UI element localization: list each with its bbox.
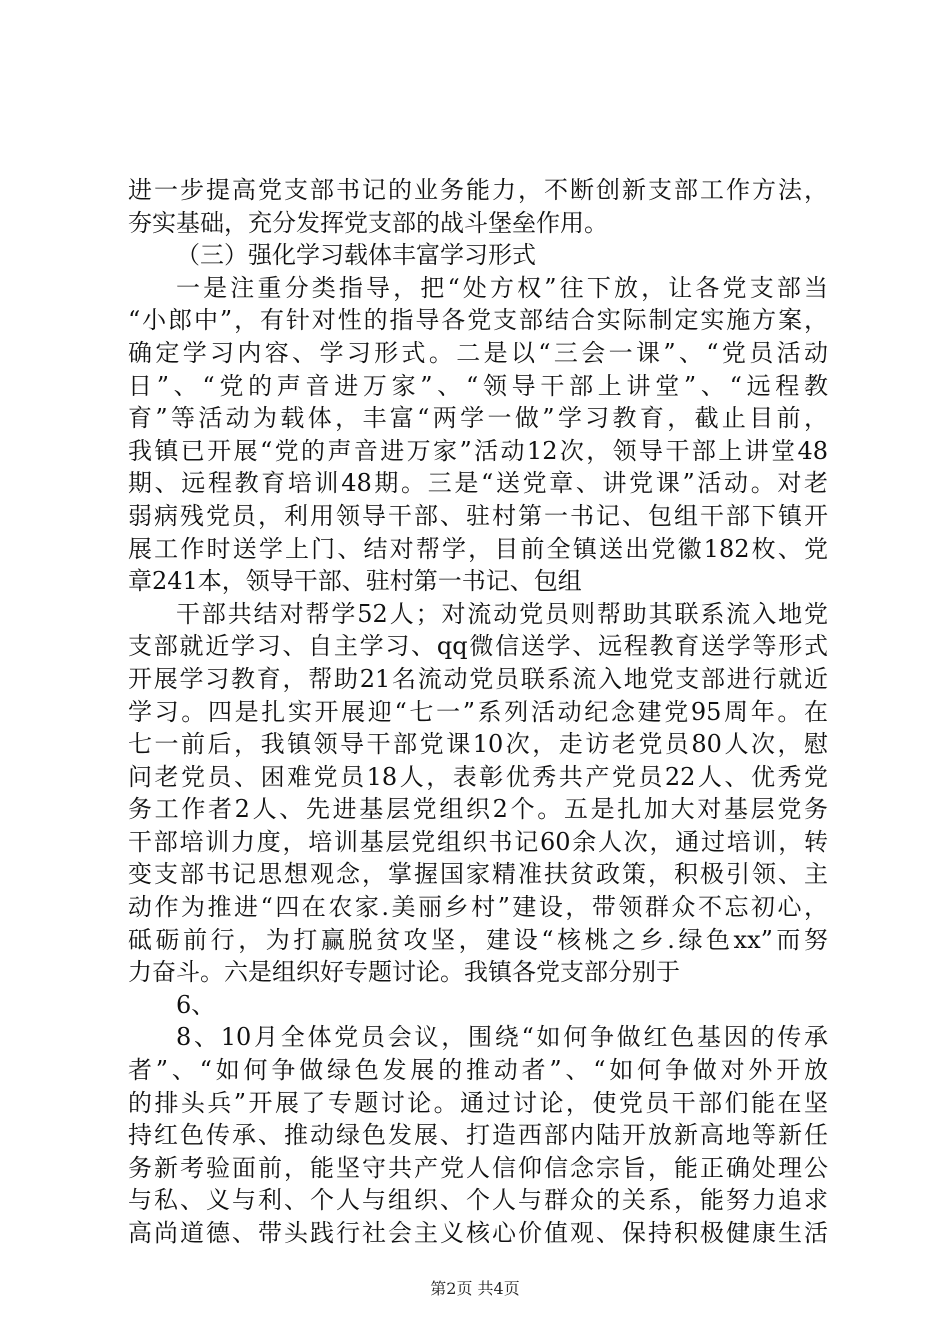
text-line: 支部就近学习、自主学习、qq微信送学、远程教育送学等形式 bbox=[128, 632, 828, 661]
text-line: 确定学习内容、学习形式。二是以“三会一课”、“党员活动 bbox=[128, 338, 828, 367]
text-line: 日”、“党的声音进万家”、“领导干部上讲堂”、“远程教 bbox=[128, 371, 828, 400]
text-line: 问老党员、困难党员18人，表彰优秀共产党员22人、优秀党 bbox=[128, 762, 828, 791]
text-line: 8、10月全体党员会议，围绕“如何争做红色基因的传承 bbox=[176, 1023, 828, 1052]
body-text bbox=[128, 174, 828, 1250]
text-line: 一是注重分类指导，把“处方权”往下放，让各党支部当 bbox=[176, 273, 828, 302]
text-line: 章241本，领导干部、驻村第一书记、包组 bbox=[128, 567, 582, 596]
text-line: 开展学习教育，帮助21名流动党员联系流入地党支部进行就近 bbox=[128, 664, 828, 693]
text-line: 动作为推进“四在农家.美丽乡村”建设，带领群众不忘初心， bbox=[128, 893, 828, 922]
text-line: 育”等活动为载体，丰富“两学一做”学习教育，截止目前， bbox=[128, 404, 828, 433]
text-line: 力奋斗。六是组织好专题讨论。我镇各党支部分别于 bbox=[128, 958, 680, 987]
text-line: 干部培训力度，培训基层党组织书记60余人次，通过培训，转 bbox=[128, 827, 828, 856]
text-line: 变支部书记思想观念，掌握国家精准扶贫政策，积极引领、主 bbox=[128, 860, 828, 889]
text-line: 七一前后，我镇领导干部党课10次，走访老党员80人次，慰 bbox=[128, 730, 828, 759]
text-line: 砥砺前行，为打赢脱贫攻坚，建设“核桃之乡.绿色xx”而努 bbox=[128, 925, 828, 954]
text-line: 展工作时送学上门、结对帮学，目前全镇送出党徽182枚、党 bbox=[128, 534, 828, 563]
page-number-footer: 第2页 共4页 bbox=[430, 1279, 520, 1298]
text-line: 持红色传承、推动绿色发展、打造西部内陆开放新高地等新任 bbox=[128, 1121, 828, 1150]
text-line: 我镇已开展“党的声音进万家”活动12次，领导干部上讲堂48 bbox=[128, 436, 828, 465]
text-line: 的排头兵”开展了专题讨论。通过讨论，使党员干部们能在坚 bbox=[128, 1088, 828, 1117]
text-line: 干部共结对帮学52人；对流动党员则帮助其联系流入地党 bbox=[176, 599, 828, 628]
text-line: 进一步提高党支部书记的业务能力，不断创新支部工作方法， bbox=[128, 176, 828, 204]
text-line: “小郎中”，有针对性的指导各党支部结合实际制定实施方案， bbox=[128, 306, 828, 335]
text-line: 期、远程教育培训48期。三是“送党章、讲党课”活动。对老 bbox=[128, 469, 828, 498]
text-line: 高尚道德、带头践行社会主义核心价值观、保持积极健康生活 bbox=[128, 1219, 828, 1247]
text-line: 弱病残党员，利用领导干部、驻村第一书记、包组干部下镇开 bbox=[128, 501, 828, 530]
text-line: 者”、“如何争做绿色发展的推动者”、“如何争做对外开放 bbox=[128, 1056, 828, 1085]
text-line: 务工作者2人、先进基层党组织2个。五是扎加大对基层党务 bbox=[128, 795, 828, 824]
text-line: 夯实基础，充分发挥党支部的战斗堡垒作用。 bbox=[128, 208, 608, 237]
text-line: 6、 bbox=[176, 990, 216, 1019]
section-heading: （三）强化学习载体丰富学习形式 bbox=[176, 241, 536, 270]
text-line: 与私、义与利、个人与组织、个人与群众的关系，能努力追求 bbox=[128, 1186, 828, 1215]
text-line: 学习。四是扎实开展迎“七一”系列活动纪念建党95周年。在 bbox=[128, 697, 828, 726]
text-line: 务新考验面前，能坚守共产党人信仰信念宗旨，能正确处理公 bbox=[128, 1153, 828, 1182]
